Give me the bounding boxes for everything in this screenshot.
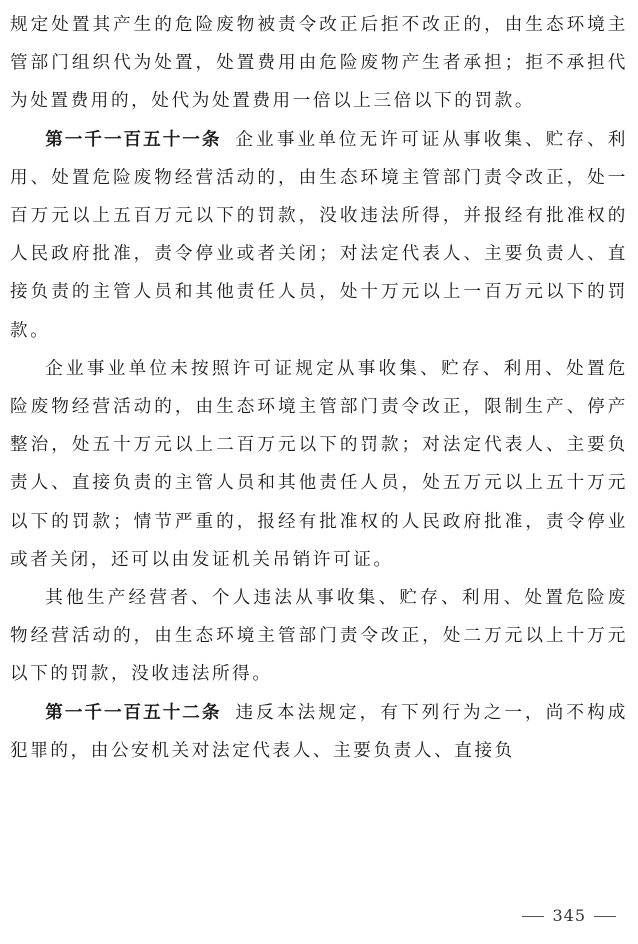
paragraph-continuation [10,6,628,121]
page-number-dash-right [594,916,616,917]
paragraph-text: 企业事业单位未按照许可证规定从事收集、贮存、利用、处置危险废物经营活动的，由生态环境主管部门责令改正，限制生产、停产整治，处五十万元以上二百万元以下的罚款；对法定代表人、主要负责人、直接负责的主管人员和其他责任人员，处五万元以上五十万元以下的罚款；情节严重的，报经有批准权的人民政府批准，责令停业或者关闭，还可以由发证机关吊销许可证。 [10,358,628,570]
article-1151-clause-2 [10,350,628,579]
document-page [10,6,628,770]
page-number-dash-left [522,916,544,917]
page-number [514,906,624,925]
article-1152-paragraph [10,694,628,770]
article-1151-paragraph [10,121,628,350]
paragraph-text: 其他生产经营者、个人违法从事收集、贮存、利用、处置危险废物经营活动的，由生态环境主管部门责令改正，处二万元以上十万元以下的罚款，没收违法所得。 [10,588,628,685]
paragraph-text: 违反本法规定，有下列行为之一，尚不构成犯罪的，由公安机关对法定代表人、主要负责人、直接负 [10,702,628,761]
page-number-value: 345 [552,906,586,925]
article-1151-clause-3 [10,579,628,694]
paragraph-text: 规定处置其产生的危险废物被责令改正后拒不改正的，由生态环境主管部门组织代为处置，处置费用由危险废物产生者承担；拒不承担代为处置费用的，处代为处置费用一倍以上三倍以下的罚款。 [10,15,628,112]
article-number-1151: 第一千一百五十一条 [45,129,222,150]
article-number-1152: 第一千一百五十二条 [45,702,222,723]
paragraph-text: 企业事业单位无许可证从事收集、贮存、利用、处置危险废物经营活动的，由生态环境主管部门责令改正，处一百万元以上五百万元以下的罚款，没收违法所得，并报经有批准权的人民政府批准，责令停业或者关闭；对法定代表人、主要负责人、直接负责的主管人员和其他责任人员，处十万元以上一百万元以下的罚款。 [10,129,628,341]
